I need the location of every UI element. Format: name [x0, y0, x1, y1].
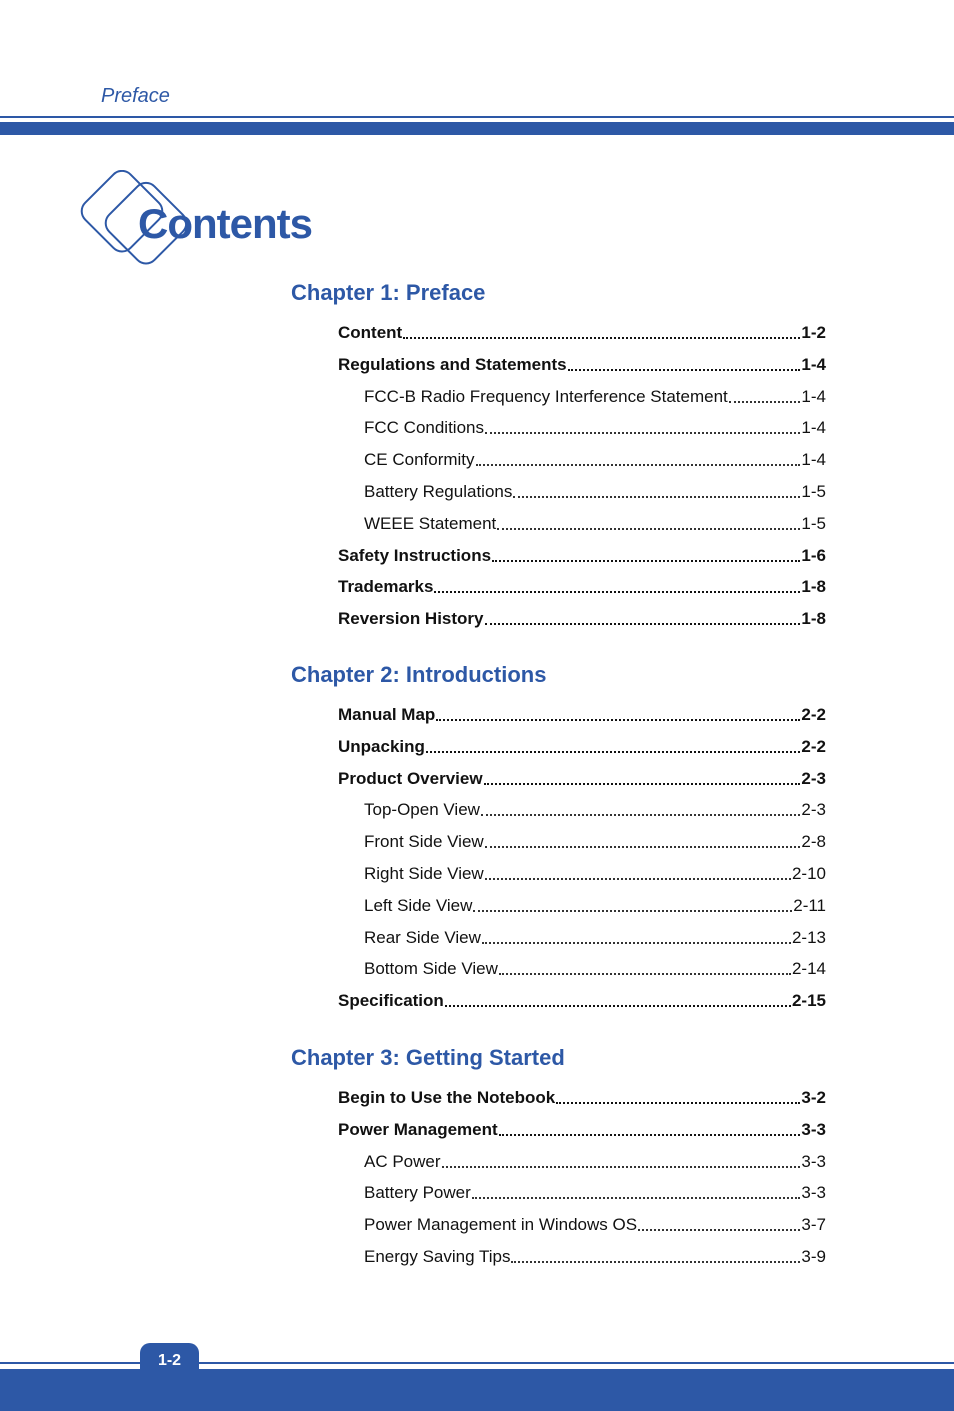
toc-entry-label: Specification	[338, 991, 444, 1011]
toc-entry[interactable]	[364, 955, 826, 979]
toc-entry-label: Battery Power	[364, 1183, 471, 1203]
toc-entry-label: WEEE Statement	[364, 513, 497, 533]
toc-entry-label: AC Power	[364, 1151, 441, 1171]
toc-entry[interactable]	[364, 414, 826, 438]
toc-entry-page: 2-13	[791, 927, 826, 947]
dot-leader	[497, 528, 800, 530]
toc-entry-label: Battery Regulations	[364, 482, 513, 501]
dot-leader	[568, 369, 801, 371]
toc-entry[interactable]	[338, 765, 826, 789]
toc-entry[interactable]	[364, 1243, 826, 1267]
toc-entry[interactable]	[364, 1148, 826, 1172]
toc-entry-label: Safety Instructions	[338, 545, 492, 565]
toc-entry-page: 1-4	[801, 450, 826, 470]
dot-leader	[485, 432, 800, 434]
toc-entry-label: Right Side View	[364, 864, 484, 883]
toc-entry-label: Rear Side View	[364, 927, 481, 947]
dot-leader	[492, 560, 800, 562]
toc-entry-label: Begin to Use the Notebook	[338, 1088, 556, 1107]
toc-entry[interactable]	[338, 1116, 826, 1140]
toc-entry-label: Energy Saving Tips	[364, 1247, 511, 1266]
toc-entry[interactable]	[364, 446, 826, 470]
toc-entry[interactable]	[338, 987, 826, 1011]
toc-entry-label: FCC-B Radio Frequency Interference Statement	[364, 386, 728, 406]
page-number: 1-2	[157, 1352, 182, 1369]
dot-leader	[476, 464, 801, 466]
toc-entry-page: 1-5	[801, 513, 826, 533]
chapter-heading: Chapter 1: Preface	[291, 280, 486, 305]
toc-entry-page: 2-15	[791, 991, 826, 1011]
dot-leader	[638, 1229, 800, 1231]
toc-entry-page: 2-2	[801, 736, 826, 756]
toc-entry-page: 3-3	[801, 1151, 826, 1171]
toc-entry-page: 2-2	[801, 705, 826, 724]
toc-entry-page: 2-8	[801, 832, 826, 852]
toc-entry-page: 2-3	[801, 768, 826, 788]
chapter-heading: Chapter 3: Getting Started	[291, 1045, 565, 1070]
toc-entry-page: 2-3	[801, 800, 826, 820]
toc-entry-page: 3-7	[801, 1215, 826, 1235]
toc-entry-page: 2-10	[791, 864, 826, 883]
dot-leader	[485, 846, 801, 848]
dot-leader	[729, 401, 801, 403]
toc-entry[interactable]	[338, 733, 826, 757]
toc-entry-label: Manual Map	[338, 705, 436, 724]
dot-leader	[481, 814, 801, 816]
toc-entry-label: Power Management	[338, 1119, 498, 1139]
toc-entry[interactable]	[338, 605, 826, 629]
toc-entry[interactable]	[364, 828, 826, 852]
toc-entry[interactable]	[338, 542, 826, 566]
toc-entry-label: Bottom Side View	[364, 959, 498, 979]
toc-entry-page: 3-9	[801, 1247, 826, 1266]
chapter-heading: Chapter 2: Introductions	[291, 662, 547, 687]
toc-entry[interactable]	[364, 1179, 826, 1203]
toc-entry[interactable]	[364, 1211, 826, 1235]
toc-entry[interactable]	[364, 924, 826, 948]
header-rule-thin	[0, 116, 954, 118]
dot-leader	[499, 973, 791, 975]
dot-leader	[485, 878, 791, 880]
toc-entry-label: Reversion History	[338, 609, 484, 629]
dot-leader	[513, 496, 800, 498]
dot-leader	[434, 591, 800, 593]
toc-entry-page: 1-5	[801, 482, 826, 501]
toc-entry[interactable]	[364, 860, 826, 884]
dot-leader	[473, 910, 792, 912]
toc-entry-page: 1-8	[801, 577, 826, 597]
toc-entry-label: CE Conformity	[364, 450, 475, 470]
toc-entry-page: 3-2	[801, 1088, 826, 1107]
toc-entry-page: 3-3	[801, 1183, 826, 1203]
toc-entry[interactable]	[364, 383, 826, 407]
toc-entry-page: 1-8	[801, 609, 826, 629]
toc-entry-page: 1-4	[801, 418, 826, 438]
toc-entry[interactable]	[338, 573, 826, 597]
toc-entry-label: Unpacking	[338, 736, 425, 756]
toc-entry-page: 1-4	[801, 386, 826, 406]
toc-entry-label: Power Management in Windows OS	[364, 1215, 638, 1235]
dot-leader	[499, 1134, 801, 1136]
dot-leader	[484, 783, 801, 785]
running-header: Preface	[101, 85, 170, 107]
dot-leader	[403, 337, 800, 339]
toc-entry[interactable]	[338, 319, 826, 343]
dot-leader	[482, 942, 791, 944]
toc-entry-page: 3-3	[801, 1119, 826, 1139]
dot-leader	[445, 1005, 791, 1007]
toc-entry[interactable]	[364, 796, 826, 820]
dot-leader	[436, 719, 800, 721]
toc-entry-page: 1-4	[801, 354, 826, 374]
dot-leader	[556, 1102, 800, 1104]
toc-entry-label: Content	[338, 323, 403, 342]
toc-entry-label: Regulations and Statements	[338, 354, 567, 374]
page-title: Contents	[138, 200, 312, 247]
dot-leader	[472, 1197, 801, 1199]
toc-entry-label: FCC Conditions	[364, 418, 484, 438]
toc-entry-page: 1-6	[801, 545, 826, 565]
dot-leader	[511, 1261, 800, 1263]
toc-entry-label: Left Side View	[364, 895, 473, 915]
toc-entry-page: 2-11	[793, 895, 826, 915]
toc-entry[interactable]	[338, 701, 826, 725]
dot-leader	[485, 623, 801, 625]
toc-entry-label: Trademarks	[338, 577, 434, 597]
header-rule-thick	[0, 122, 954, 135]
toc-entry[interactable]	[364, 478, 826, 502]
toc-entry-label: Front Side View	[364, 832, 484, 852]
toc-entry[interactable]	[338, 351, 826, 375]
dot-leader	[442, 1166, 801, 1168]
toc-entry[interactable]	[364, 510, 826, 534]
dot-leader	[426, 751, 801, 753]
toc-entry-label: Top-Open View	[364, 800, 480, 820]
toc-entry[interactable]	[364, 892, 826, 916]
toc-entry[interactable]	[338, 1084, 826, 1108]
toc-entry-page: 2-14	[791, 959, 826, 979]
toc-entry-page: 1-2	[801, 323, 826, 342]
toc-entry-label: Product Overview	[338, 768, 483, 788]
